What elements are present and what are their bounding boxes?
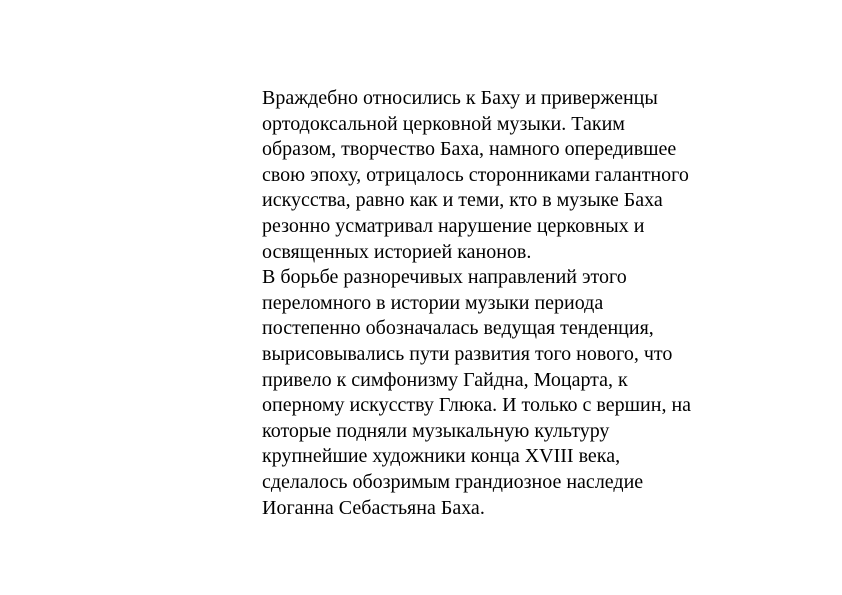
- text-line: искусства, равно как и теми, кто в музыке Баха: [262, 189, 663, 212]
- text-line: привело к симфонизму Гайдна, Моцарта, к: [262, 368, 628, 391]
- text-line: В борьбе разноречивых направлений этого: [262, 266, 627, 289]
- text-line: освященных историей канонов.: [262, 240, 532, 263]
- text-line: переломного в истории музыки периода: [262, 291, 604, 314]
- text-line: резонно усматривал нарушение церковных и: [262, 214, 645, 237]
- text-line: оперному искусству Глюка. И только с вершин, на: [262, 394, 692, 417]
- text-line: вырисовывались пути развития того нового, что: [262, 342, 673, 365]
- body-text: [262, 86, 762, 521]
- text-line: Враждебно относились к Баху и приверженцы: [262, 87, 658, 109]
- text-line: которые подняли музыкальную культуру: [262, 419, 610, 442]
- text-line: постепенно обозначалась ведущая тенденция,: [262, 317, 654, 340]
- text-line: Иоганна Себастьяна Баха.: [262, 496, 485, 519]
- text-line: ортодоксальной церковной музыки. Таким: [262, 112, 625, 135]
- text-line: образом, творчество Баха, намного опередившее: [262, 138, 677, 161]
- text-line: крупнейшие художники конца XVIII века,: [262, 445, 621, 468]
- text-line: свою эпоху, отрицалось сторонниками галантного: [262, 163, 689, 186]
- text-line: сделалось обозримым грандиозное наследие: [262, 470, 644, 493]
